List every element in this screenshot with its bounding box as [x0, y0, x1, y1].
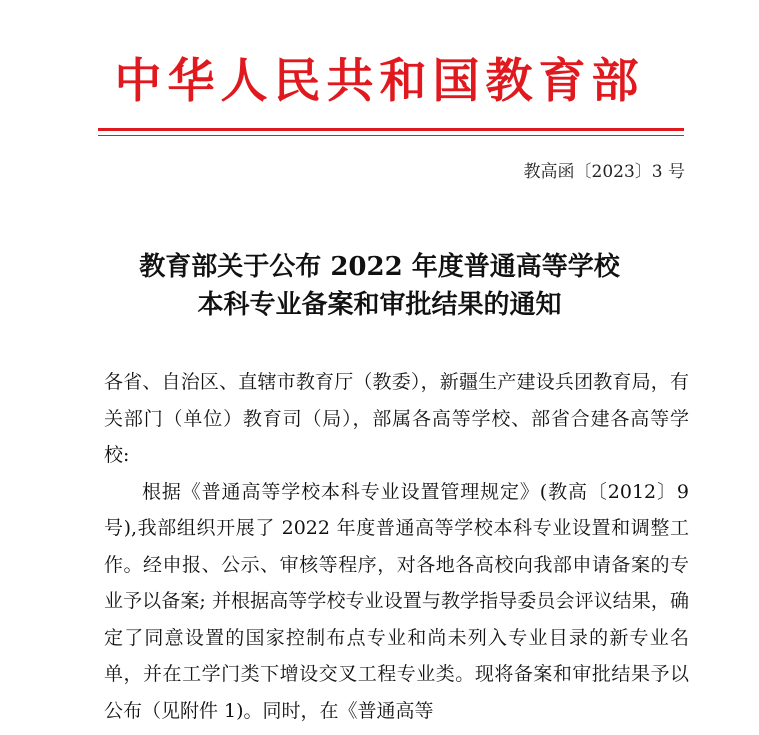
issuing-authority-header: 中华人民共和国教育部	[114, 54, 645, 109]
notice-title	[0, 248, 759, 324]
document-body	[104, 364, 689, 729]
notice-title-line-2: 本科专业备案和审批结果的通知	[197, 290, 562, 320]
header-rule-thick	[98, 128, 684, 131]
notice-title-line-1: 教育部关于公布 2022 年度普通高等学校	[139, 252, 620, 282]
body-paragraph-1: 根据《普通高等学校本科专业设置管理规定》(教高〔2012〕9号),我部组织开展了 2022 年度普通高等学校本科专业设置和调整工作。经申报、公示、审核等程序，对各地各高校向我部申请备案的专业予以备案; 并根据高等学校专业设置与教学指导委员会评议结果，确定了同意设置的国家控制布点专业和尚未列入专业目录的新专业名单，并在工学门类下增设交叉工程专业类。现将备案和审批结果予以公布（见附件 1)。同时，在《普通高等	[104, 480, 689, 722]
addressee-paragraph: 各省、自治区、直辖市教育厅（教委），新疆生产建设兵团教育局，有关部门（单位）教育司（局），部属各高等学校、部省合建各高等学校:	[104, 371, 689, 466]
document-number: 教高函〔2023〕3 号	[523, 162, 685, 182]
header-rule-thin	[98, 135, 684, 136]
